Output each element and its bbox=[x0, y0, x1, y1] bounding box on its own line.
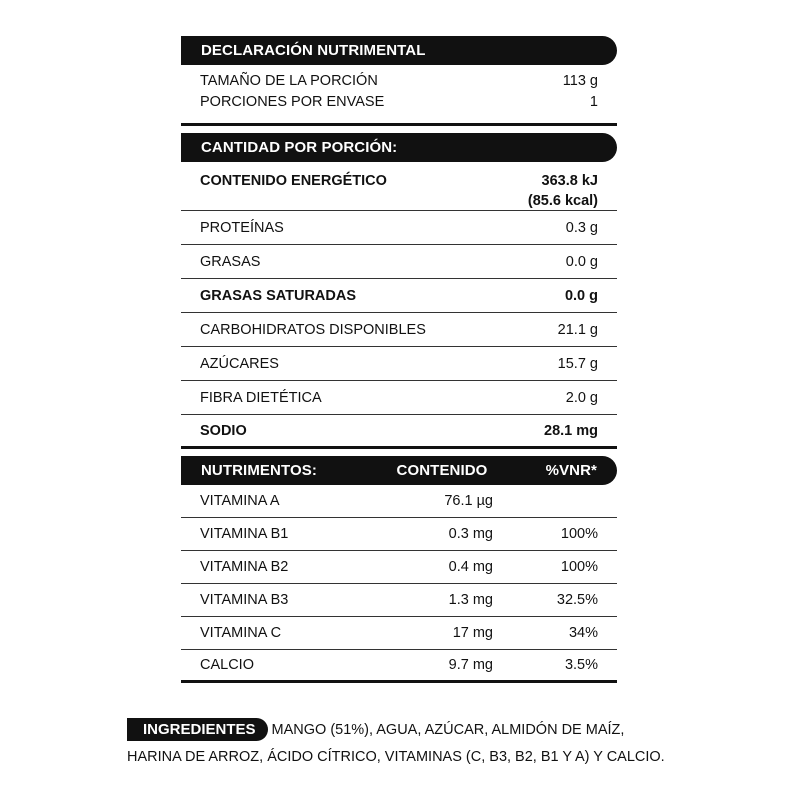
nutrient-value: 28.1 mg bbox=[544, 422, 598, 439]
nutrition-facts-panel bbox=[181, 36, 617, 683]
nutrient-value: 0.0 g bbox=[564, 287, 598, 304]
energy-kcal: (85.6 kcal) bbox=[527, 193, 598, 209]
nutrient-row bbox=[181, 279, 617, 313]
nutrient-value: 2.0 g bbox=[565, 389, 598, 406]
micronutrient-row bbox=[181, 650, 617, 683]
nutrient-row bbox=[181, 415, 617, 449]
ingredients-text: MANGO (51%), AGUA, AZÚCAR, ALMIDÓN DE MAÍZ, HARINA DE ARROZ, ÁCIDO CÍTRICO, VITAMINAS (C, B3, B2, B1 Y A) Y CALCIO. bbox=[127, 722, 665, 765]
energy-kj: 363.8 kJ bbox=[541, 173, 598, 189]
micronutrient-name: VITAMINA A bbox=[200, 493, 280, 509]
nutrition-title: DECLARACIÓN NUTRIMENTAL bbox=[181, 36, 617, 65]
nutrient-row bbox=[181, 245, 617, 279]
nutrient-label: SODIO bbox=[200, 422, 247, 439]
ingredients-label: INGREDIENTES bbox=[127, 718, 268, 741]
micronutrient-amount: 76.1 µg bbox=[444, 493, 493, 509]
nutrient-value: 0.0 g bbox=[565, 253, 598, 270]
micronutrient-vnr: 100% bbox=[560, 559, 598, 575]
micronutrient-name: VITAMINA B3 bbox=[200, 592, 289, 608]
portions-label: PORCIONES POR ENVASE bbox=[200, 94, 385, 110]
micronutrients-col-vnr: %VNR* bbox=[545, 462, 597, 479]
nutrient-label: CARBOHIDRATOS DISPONIBLES bbox=[200, 321, 426, 338]
micronutrient-name: CALCIO bbox=[200, 657, 254, 673]
micronutrients-col-name: NUTRIMENTOS: bbox=[201, 462, 317, 479]
micronutrient-row bbox=[181, 584, 617, 617]
serving-size-value: 113 g bbox=[562, 73, 598, 89]
micronutrient-vnr: 32.5% bbox=[556, 592, 598, 608]
nutrient-value: 0.3 g bbox=[565, 219, 598, 236]
micronutrient-row bbox=[181, 485, 617, 518]
micronutrient-amount: 0.3 mg bbox=[448, 526, 493, 542]
serving-size-label: TAMAÑO DE LA PORCIÓN bbox=[200, 73, 378, 89]
micronutrient-vnr: 34% bbox=[568, 625, 598, 641]
nutrient-row bbox=[181, 347, 617, 381]
micronutrient-name: VITAMINA B2 bbox=[200, 559, 289, 575]
nutrient-label: FIBRA DIETÉTICA bbox=[200, 389, 322, 406]
micronutrient-vnr: 100% bbox=[560, 526, 598, 542]
micronutrients-header bbox=[181, 456, 617, 485]
serving-size-row bbox=[200, 71, 598, 92]
micronutrient-row bbox=[181, 551, 617, 584]
micronutrient-row bbox=[181, 518, 617, 551]
micronutrient-amount: 17 mg bbox=[452, 625, 493, 641]
serving-info bbox=[181, 65, 617, 123]
micronutrients-col-amount: CONTENIDO bbox=[396, 462, 488, 479]
nutrient-label: PROTEÍNAS bbox=[200, 219, 284, 236]
portions-row bbox=[200, 92, 598, 113]
nutrient-value: 21.1 g bbox=[557, 321, 598, 338]
nutrient-label: GRASAS bbox=[200, 253, 261, 270]
nutrient-label: GRASAS SATURADAS bbox=[200, 287, 357, 304]
nutrient-label: AZÚCARES bbox=[200, 355, 279, 372]
energy-value bbox=[528, 171, 598, 211]
nutrient-value: 15.7 g bbox=[557, 355, 598, 372]
micronutrient-row bbox=[181, 617, 617, 650]
micronutrient-name: VITAMINA C bbox=[200, 625, 282, 641]
micronutrient-vnr: 3.5% bbox=[564, 657, 598, 673]
micronutrient-amount: 0.4 mg bbox=[448, 559, 493, 575]
micronutrient-amount: 9.7 mg bbox=[448, 657, 493, 673]
ingredients-section bbox=[127, 717, 667, 771]
nutrient-row bbox=[181, 313, 617, 347]
amount-per-serving-header: CANTIDAD POR PORCIÓN: bbox=[181, 133, 617, 162]
nutrient-row bbox=[181, 211, 617, 245]
portions-value: 1 bbox=[589, 94, 598, 110]
micronutrient-name: VITAMINA B1 bbox=[200, 526, 289, 542]
energy-row bbox=[181, 162, 617, 211]
micronutrient-amount: 1.3 mg bbox=[448, 592, 493, 608]
energy-label: CONTENIDO ENERGÉTICO bbox=[200, 173, 387, 189]
nutrient-row bbox=[181, 381, 617, 415]
